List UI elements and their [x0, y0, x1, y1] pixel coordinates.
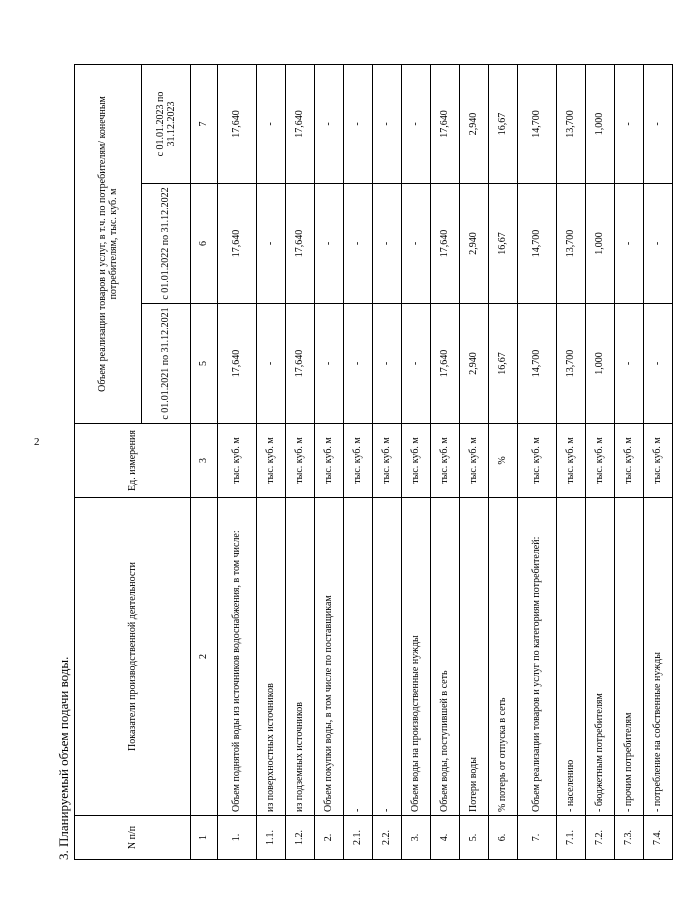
- table-row: [286, 64, 315, 859]
- row-unit: тыс. куб. м: [344, 424, 373, 498]
- row-num: 4.: [431, 816, 460, 860]
- section-title: 3. Планируемый объем подачи воды.: [56, 656, 71, 860]
- index-cell: 6: [191, 184, 218, 304]
- row-num: 2.: [315, 816, 344, 860]
- header-period-2022: с 01.01.2022 по 31.12.2022: [142, 184, 191, 304]
- table-row: [615, 64, 644, 859]
- row-value-2023: 14,700: [518, 64, 557, 183]
- row-name: - населению: [557, 498, 586, 816]
- table-row: [518, 64, 557, 859]
- row-value-2023: 13,700: [557, 64, 586, 183]
- header-indicator: Показатели производственной деятельности: [75, 498, 191, 816]
- row-num: 7.1.: [557, 816, 586, 860]
- row-value-2021: 17,640: [218, 304, 257, 424]
- table-row: [218, 64, 257, 859]
- row-unit: тыс. куб. м: [518, 424, 557, 498]
- row-value-2021: -: [315, 304, 344, 424]
- row-name: - потребление на собственные нужды: [644, 498, 673, 816]
- row-value-2022: 17,640: [286, 184, 315, 304]
- row-value-2023: 17,640: [431, 64, 460, 183]
- index-cell: 3: [191, 424, 218, 498]
- table-row: [557, 64, 586, 859]
- row-value-2021: -: [402, 304, 431, 424]
- row-value-2023: -: [402, 64, 431, 183]
- row-value-2023: 16,67: [489, 64, 518, 183]
- row-name: - прочим потребителям: [615, 498, 644, 816]
- row-unit: тыс. куб. м: [218, 424, 257, 498]
- row-unit: тыс. куб. м: [586, 424, 615, 498]
- row-value-2022: 13,700: [557, 184, 586, 304]
- row-value-2021: 1,000: [586, 304, 615, 424]
- row-name: Объем покупки воды, в том числе по поставщикам: [315, 498, 344, 816]
- table-row: [489, 64, 518, 859]
- header-num: N п/п: [75, 816, 191, 860]
- row-value-2023: 17,640: [286, 64, 315, 183]
- index-cell: 5: [191, 304, 218, 424]
- row-unit: %: [489, 424, 518, 498]
- row-value-2021: 2,940: [460, 304, 489, 424]
- header-period-2023: с 01.01.2023 по 31.12.2023: [142, 64, 191, 183]
- row-num: 2.1.: [344, 816, 373, 860]
- row-value-2023: 2,940: [460, 64, 489, 183]
- row-num: 1.2.: [286, 816, 315, 860]
- row-value-2021: -: [644, 304, 673, 424]
- row-num: 5.: [460, 816, 489, 860]
- row-value-2021: 17,640: [286, 304, 315, 424]
- row-unit: тыс. куб. м: [286, 424, 315, 498]
- row-num: 6.: [489, 816, 518, 860]
- row-value-2022: -: [402, 184, 431, 304]
- row-name: Объем поднятой воды из источников водоснабжения, в том числе:: [218, 498, 257, 816]
- index-cell: 1: [191, 816, 218, 860]
- row-value-2022: 16,67: [489, 184, 518, 304]
- row-value-2022: -: [615, 184, 644, 304]
- table-row: [460, 64, 489, 859]
- row-unit: тыс. куб. м: [431, 424, 460, 498]
- row-value-2022: 17,640: [431, 184, 460, 304]
- row-num: 7.4.: [644, 816, 673, 860]
- row-name: из подземных источников: [286, 498, 315, 816]
- row-value-2022: -: [344, 184, 373, 304]
- row-num: 1.1.: [257, 816, 286, 860]
- row-value-2021: -: [615, 304, 644, 424]
- row-value-2021: 17,640: [431, 304, 460, 424]
- row-name: -: [373, 498, 402, 816]
- row-value-2022: 2,940: [460, 184, 489, 304]
- row-num: 7.2.: [586, 816, 615, 860]
- row-value-2023: -: [644, 64, 673, 183]
- row-value-2021: -: [344, 304, 373, 424]
- row-name: - бюджетным потребителям: [586, 498, 615, 816]
- header-volume-group: Объем реализации товаров и услуг, в т.ч. по потребителям/ конечным потребителям, тыс. куб. м: [75, 64, 142, 423]
- row-num: 2.2.: [373, 816, 402, 860]
- row-value-2023: -: [344, 64, 373, 183]
- water-supply-table: [74, 64, 673, 860]
- table-row: [402, 64, 431, 859]
- row-value-2023: 1,000: [586, 64, 615, 183]
- rotated-page-content: [56, 40, 664, 860]
- row-num: 3.: [402, 816, 431, 860]
- row-name: из поверхностных источников: [257, 498, 286, 816]
- row-num: 7.: [518, 816, 557, 860]
- row-value-2021: -: [257, 304, 286, 424]
- row-value-2021: 14,700: [518, 304, 557, 424]
- row-unit: тыс. куб. м: [373, 424, 402, 498]
- table-row: [644, 64, 673, 859]
- index-cell: 2: [191, 498, 218, 816]
- row-value-2022: 14,700: [518, 184, 557, 304]
- row-name: Объем воды, поступившей в сеть: [431, 498, 460, 816]
- row-name: -: [344, 498, 373, 816]
- row-value-2023: -: [315, 64, 344, 183]
- row-num: 7.3.: [615, 816, 644, 860]
- row-unit: тыс. куб. м: [315, 424, 344, 498]
- row-value-2022: -: [644, 184, 673, 304]
- page-number: 2: [34, 436, 40, 448]
- row-value-2021: 13,700: [557, 304, 586, 424]
- header-unit: Ед. измерения: [75, 424, 191, 498]
- table-row: [344, 64, 373, 859]
- table-row: [373, 64, 402, 859]
- header-period-2021: с 01.01.2021 по 31.12.2021: [142, 304, 191, 424]
- row-value-2021: 16,67: [489, 304, 518, 424]
- row-value-2022: -: [315, 184, 344, 304]
- row-value-2022: -: [257, 184, 286, 304]
- row-name: Потери воды: [460, 498, 489, 816]
- row-unit: тыс. куб. м: [257, 424, 286, 498]
- row-name: % потерь от отпуска в сеть: [489, 498, 518, 816]
- row-unit: тыс. куб. м: [460, 424, 489, 498]
- row-unit: тыс. куб. м: [615, 424, 644, 498]
- row-value-2022: 1,000: [586, 184, 615, 304]
- row-unit: тыс. куб. м: [402, 424, 431, 498]
- row-num: 1.: [218, 816, 257, 860]
- row-value-2023: -: [257, 64, 286, 183]
- row-unit: тыс. куб. м: [557, 424, 586, 498]
- table-row: [431, 64, 460, 859]
- row-value-2021: -: [373, 304, 402, 424]
- row-name: Объем воды на производственные нужды: [402, 498, 431, 816]
- index-cell: 7: [191, 64, 218, 183]
- table-row: [257, 64, 286, 859]
- row-value-2023: -: [373, 64, 402, 183]
- row-value-2023: 17,640: [218, 64, 257, 183]
- row-value-2023: -: [615, 64, 644, 183]
- row-name: Объем реализации товаров и услуг по категориям потребителей:: [518, 498, 557, 816]
- table-row: [315, 64, 344, 859]
- table-row: [586, 64, 615, 859]
- row-value-2022: 17,640: [218, 184, 257, 304]
- row-value-2022: -: [373, 184, 402, 304]
- row-unit: тыс. куб. м: [644, 424, 673, 498]
